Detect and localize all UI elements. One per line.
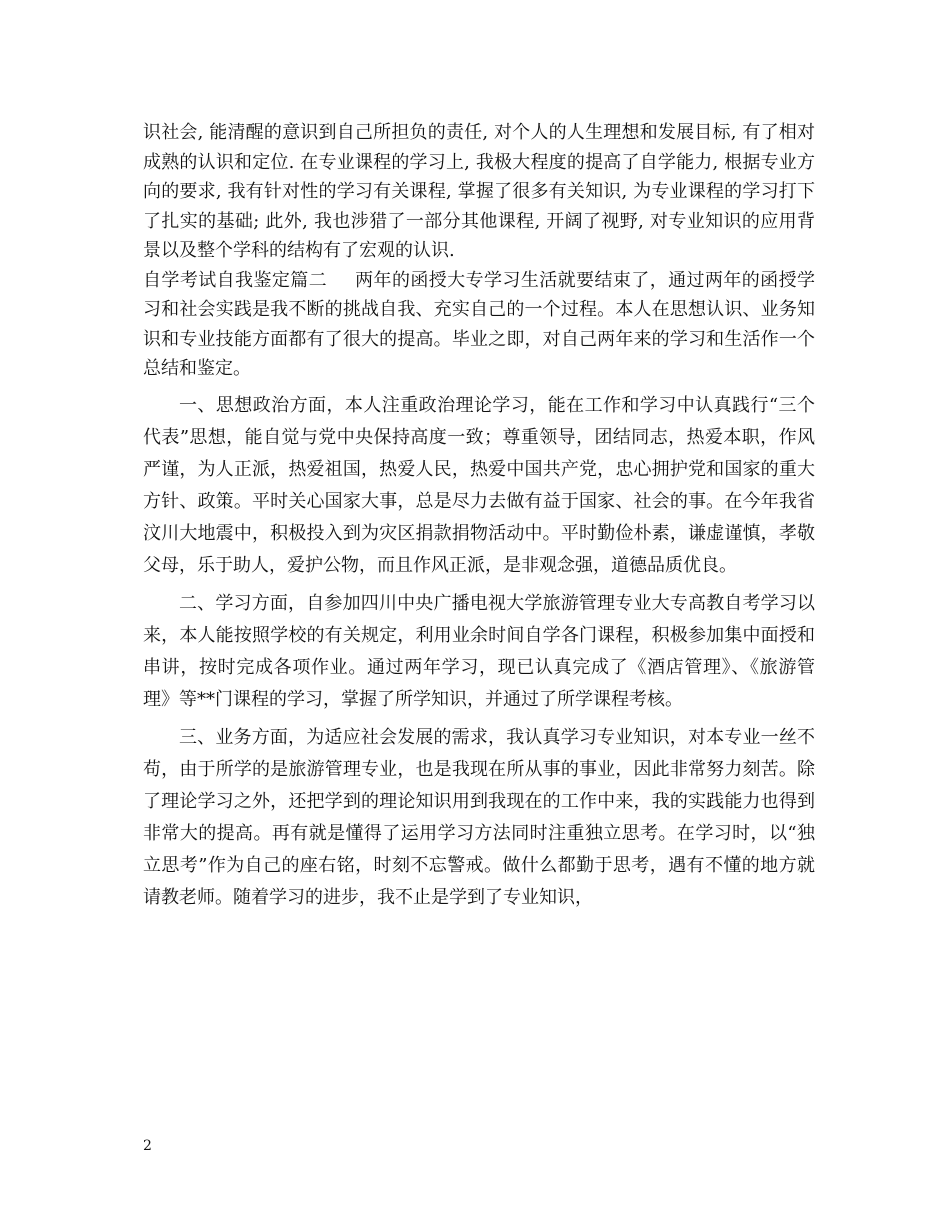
page-number: 2 bbox=[143, 1138, 152, 1154]
section-heading: 自学考试自我鉴定篇二 bbox=[143, 269, 328, 291]
paragraph-continuation: 识社会, 能清醒的意识到自己所担负的责任, 对个人的人生理想和发展目标, 有了相对成熟的认识和定位. 在专业课程的学习上, 我极大程度的提高了自学能力, 根据专业方向的要求, 我有针对性的学习有关课程, 掌握了很多有关知识, 为专业课程的学习打下了扎实的基础; 此外, 我也涉猎了一部分其他课程, 开阔了视野, 对专业知识的应用背景以及整个学科的结构有了宏观的认识. bbox=[143, 122, 815, 261]
paragraph-intro-text: 两年的函授大专学习生活就要结束了，通过两年的函授学习和社会实践是我不断的挑战自我、充实自己的一个过程。本人在思想认识、业务知识和专业技能方面都有了很大的提高。毕业之即，对自己两年来的学习和生活作一个总结和鉴定。 bbox=[143, 269, 816, 379]
paragraph-politics: 一、思想政治方面，本人注重政治理论学习，能在工作和学习中认真践行“三个代表”思想，能自觉与党中央保持高度一致；尊重领导，团结同志，热爱本职，作风严谨，为人正派，热爱祖国，热爱人民，热爱中国共产党，忠心拥护党和国家的重大方针、政策。平时关心国家大事，总是尽力去做有益于国家、社会的事。在今年我省汶川大地震中，积极投入到为灾区捐款捐物活动中。平时勤俭朴素，谦虚谨慎，孝敬父母，乐于助人，爱护公物，而且作风正派，是非观念强，道德品质优良。 bbox=[143, 394, 815, 576]
paragraph-business: 三、业务方面，为适应社会发展的需求，我认真学习专业知识，对本专业一丝不苟，由于所学的是旅游管理专业，也是我现在所从事的事业，因此非常努力刻苦。除了理论学习之外，还把学到的理论知识用到我现在的工作中来，我的实践能力也得到非常大的提高。再有就是懂得了运用学习方法同时注重独立思考。在学习时，以“独立思考”作为自己的座右铭，时刻不忘警戒。做什么都勤于思考，遇有不懂的地方就请教老师。随着学习的进步，我不止是学到了专业知识， bbox=[143, 726, 815, 908]
paragraph-study: 二、学习方面，自参加四川中央广播电视大学旅游管理专业大专高教自考学习以来，本人能按照学校的有关规定，利用业余时间自学各门课程，积极参加集中面授和串讲，按时完成各项作业。通过两年学习，现已认真完成了《酒店管理》、《旅游管理》等**门课程的学习，掌握了所学知识，并通过了所学课程考核。 bbox=[143, 592, 815, 710]
document-body bbox=[143, 118, 815, 914]
paragraph-intro bbox=[143, 266, 815, 384]
